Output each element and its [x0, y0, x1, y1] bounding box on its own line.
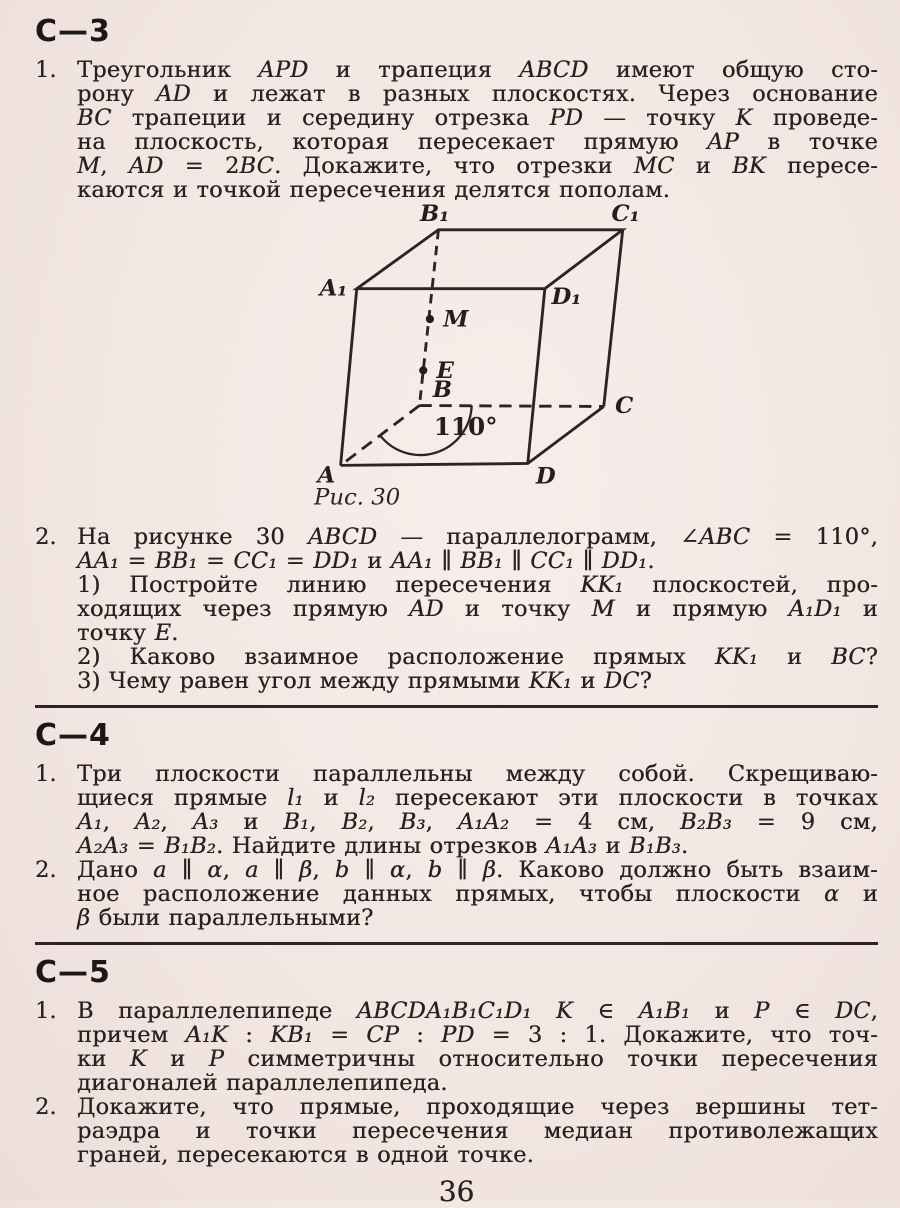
problem-text-line: точку E.: [77, 620, 179, 646]
math-variable: b: [427, 857, 443, 883]
math-variable: PD: [549, 105, 584, 131]
problem-c3-1: [35, 58, 878, 202]
problem-text-line: β были параллельными?: [77, 905, 374, 931]
problem-text-line: на плоскость, которая пересекает прямую AP в точке: [77, 129, 878, 155]
problem-text-line: ное расположение данных прямых, чтобы плоскости α и: [77, 881, 878, 907]
hidden-edge-ba: [341, 406, 420, 466]
math-variable: MC: [633, 153, 675, 179]
problem-c3-2: [35, 525, 878, 693]
math-variable: AA₁: [390, 548, 433, 574]
point-label-e: E: [436, 357, 454, 384]
math-variable: A₂A₃: [77, 833, 129, 859]
math-variable: α: [823, 881, 840, 907]
problem-text-line: На рисунке 30 ABCD — параллелограмм, ∠ABC = 110°,: [77, 524, 878, 550]
math-variable: KK₁: [528, 668, 573, 694]
math-variable: AA₁: [77, 548, 120, 574]
math-variable: BC: [77, 105, 112, 131]
vertex-label-b: B: [432, 376, 453, 403]
math-variable: PD: [441, 1022, 475, 1048]
math-variable: BC: [239, 153, 275, 179]
problem-text-line: 1) Постройте линию пересечения KK₁ плоскостей, про-: [77, 572, 878, 598]
math-variable: DC: [603, 668, 640, 694]
problem-text-line: Дано a ∥ α, a ∥ β, b ∥ α, b ∥ β. Каково должно быть взаим-: [77, 857, 878, 883]
problem-number: 1.: [35, 998, 57, 1024]
math-variable: BB₁: [154, 548, 198, 574]
math-variable: β: [299, 857, 313, 883]
problem-body: [77, 58, 878, 202]
math-variable: B₂: [341, 809, 368, 835]
problem-text-line: каются и точкой пересечения делятся пополам.: [77, 177, 671, 203]
problem-text-line: раэдра и точки пересечения медиан противолежащих: [77, 1118, 878, 1144]
math-variable: ABCD: [307, 524, 378, 550]
math-variable: KB₁: [270, 1022, 314, 1048]
problem-body: [77, 858, 878, 930]
math-variable: B₁B₃: [629, 833, 681, 859]
math-variable: K: [735, 105, 753, 131]
math-variable: P: [754, 998, 770, 1024]
math-variable: β: [482, 857, 497, 883]
problem-text-line: M, AD = 2BC. Докажите, что отрезки MC и BK пересе-: [77, 153, 878, 179]
problem-number: 2.: [35, 1094, 57, 1120]
math-variable: E: [154, 620, 172, 646]
divider-rule: [35, 705, 878, 708]
problem-text-line: рону AD и лежат в разных плоскостях. Через основание: [77, 81, 878, 107]
section-c5: [35, 955, 878, 1167]
problem-text-line: В параллелепипеде ABCDA₁B₁C₁D₁ K ∈ A₁B₁ и P ∈ DC,: [77, 998, 879, 1024]
math-variable: AP: [707, 129, 739, 155]
vertex-label-c1: C₁: [611, 204, 640, 228]
math-variable: CC₁: [233, 548, 278, 574]
math-variable: AD: [409, 596, 444, 622]
math-variable: DD₁: [313, 548, 359, 574]
problem-number: 1.: [35, 761, 57, 787]
problem-body: [77, 1095, 878, 1167]
vertex-label-d1: D₁: [551, 283, 582, 310]
section-c4-title: С—4: [35, 718, 111, 753]
math-variable: A₁A₃: [545, 833, 598, 859]
math-variable: A₁B₁: [638, 998, 691, 1024]
math-variable: BC: [831, 644, 866, 670]
problem-body: [77, 762, 878, 858]
problem-c5-2: [35, 1095, 878, 1167]
math-variable: CP: [366, 1022, 400, 1048]
math-variable: K: [556, 998, 574, 1024]
problem-text-line: причем A₁K : KB₁ = CP : PD = 3 : 1. Докажите, что точ-: [77, 1022, 878, 1048]
problem-text-line: 3) Чему равен угол между прямыми KK₁ и DC?: [77, 668, 652, 694]
problem-text-line: A₂A₃ = B₁B₂. Найдите длины отрезков A₁A₃ и B₁B₃.: [77, 833, 689, 859]
parallelepiped-diagram: [295, 204, 675, 513]
problem-c4-2: [35, 858, 878, 930]
vertical-edge-cc1: [604, 230, 623, 407]
vertex-label-a1: A₁: [319, 275, 348, 302]
problem-text-line: диагоналей параллелепипеда.: [77, 1070, 448, 1096]
math-variable: KK₁: [714, 644, 759, 670]
math-variable: DC: [835, 998, 871, 1024]
math-variable: BB₁: [460, 548, 503, 574]
math-variable: M: [77, 153, 101, 179]
math-variable: α: [389, 857, 406, 883]
vertex-label-d: D: [535, 463, 556, 490]
figure-caption: Рис. 30: [314, 484, 401, 511]
section-c3-title: С—3: [35, 14, 111, 49]
math-variable: K: [129, 1046, 147, 1072]
problem-text-line: граней, пересекаются в одной точке.: [77, 1142, 534, 1168]
math-variable: P: [208, 1046, 225, 1072]
math-variable: l₂: [358, 785, 376, 811]
math-variable: A₁: [77, 809, 103, 835]
section-c5-title: С—5: [35, 955, 111, 990]
math-variable: a: [244, 857, 259, 883]
math-variable: A₂: [134, 809, 161, 835]
math-variable: KK₁: [580, 572, 624, 598]
point-label-m: M: [443, 306, 469, 333]
math-variable: a: [153, 857, 167, 883]
problem-text-line: Докажите, что прямые, проходящие через вершины тет-: [77, 1094, 878, 1120]
math-variable: ABCDA₁B₁C₁D₁: [356, 998, 532, 1024]
top-face-edges: [357, 230, 623, 289]
problem-c4-1: [35, 762, 878, 858]
point-e-dot: [419, 366, 427, 374]
math-variable: B₃: [399, 809, 426, 835]
point-m-dot: [426, 315, 434, 323]
problem-text-line: Треугольник APD и трапеция ABCD имеют общую сто-: [77, 57, 879, 83]
vertical-edge-dd1: [528, 289, 545, 464]
problem-text-line: BC трапеции и середину отрезка PD — точку K проведе-: [77, 105, 878, 131]
hidden-edge-bc: [419, 406, 603, 407]
problem-text-line: AA₁ = BB₁ = CC₁ = DD₁ и AA₁ ∥ BB₁ ∥ CC₁ ∥ DD₁.: [77, 548, 655, 574]
vertex-label-c: C: [615, 393, 634, 420]
problem-text-line: A₁, A₂, A₃ и B₁, B₂, B₃, A₁A₂ = 4 см, B₂B₃ = 9 см,: [77, 809, 878, 835]
problem-text-line: Три плоскости параллельны между собой. Скрещиваю-: [77, 761, 878, 787]
vertex-label-b1: B₁: [420, 204, 450, 228]
section-c4: [35, 718, 878, 930]
math-variable: BK: [732, 153, 766, 179]
math-variable: B₁: [283, 809, 310, 835]
vertical-edge-aa1: [341, 289, 357, 466]
math-variable: ABC: [699, 524, 751, 550]
problem-body: [77, 999, 878, 1095]
math-variable: A₁D₁: [788, 596, 842, 622]
problem-text-line: щиеся прямые l₁ и l₂ пересекают эти плоскости в точках: [77, 785, 878, 811]
section-c3: [35, 14, 878, 693]
math-variable: A₁K: [185, 1022, 229, 1048]
math-variable: A₁A₂: [457, 809, 510, 835]
figure-30: [295, 204, 878, 515]
math-variable: l₁: [287, 785, 304, 811]
problem-c5-1: [35, 999, 878, 1095]
math-variable: B₂B₃: [680, 809, 732, 835]
math-variable: A₃: [192, 809, 219, 835]
math-variable: b: [334, 857, 350, 883]
math-variable: B₁B₂: [164, 833, 217, 859]
math-variable: AD: [156, 81, 191, 107]
problem-number: 1.: [35, 57, 57, 83]
angle-label-110: 110°: [433, 411, 498, 441]
math-variable: CC₁: [530, 548, 575, 574]
problem-body: [77, 525, 878, 693]
problem-number: 2.: [35, 857, 57, 883]
math-variable: APD: [258, 57, 309, 83]
math-variable: DD₁: [601, 548, 648, 574]
problem-text-line: 2) Каково взаимное расположение прямых KK₁ и BC?: [77, 644, 878, 670]
divider-rule: [35, 942, 878, 945]
math-variable: β: [77, 905, 91, 931]
math-variable: AD: [128, 153, 164, 179]
problem-text-line: ки K и P симметричны относительно точки пересечения: [77, 1046, 879, 1072]
page-number: 36: [438, 1175, 475, 1208]
vertex-label-a: A: [317, 462, 336, 489]
math-variable: α: [207, 857, 223, 883]
math-variable: M: [591, 596, 615, 622]
problem-number: 2.: [35, 524, 57, 550]
problem-text-line: ходящих через прямую AD и точку M и прямую A₁D₁ и: [77, 596, 878, 622]
math-variable: ABCD: [519, 57, 589, 83]
